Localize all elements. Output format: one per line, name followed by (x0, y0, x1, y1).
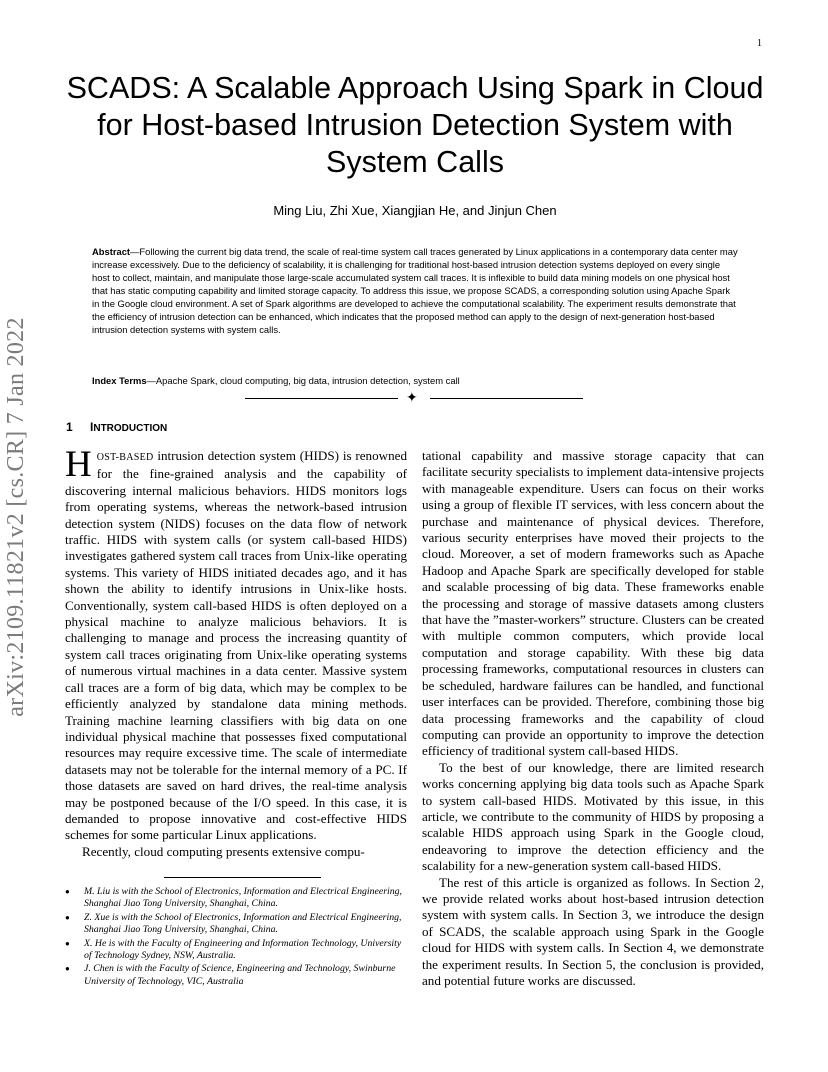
footnote-item (65, 912, 407, 937)
abstract-label: Abstract (92, 246, 131, 257)
author-list: Ming Liu, Zhi Xue, Xiangjian He, and Jinjun Chen (273, 203, 557, 218)
footnote-rule (164, 877, 321, 878)
left-column (65, 444, 407, 860)
footnote-item (65, 886, 407, 911)
abstract-text: —Following the current big data trend, the scale of real-time system call traces generated by Linux applications in a contemporary data center may increase excessively. Due to the deficiency of scalability, it is challenging for traditional host-based intrusion detection systems deployed on every single host to collect, maintain, and manipulate those large-scale accumulated system call traces. It is inflexible to build data mining models on one physical host that has static computing capability and limited storage capacity. To address this issue, we propose SCADS, a corresponding solution using Apache Spark in the Google cloud environment. A set of Spark algorithms are developed to achieve the computational scalability. The experiment results demonstrate that the efficiency of intrusion detection can be enhanced, which indicates that the proposed method can apply to the design of next-generation host-based intrusion detection systems with system calls. (92, 246, 738, 335)
separator-diamond-icon: ✦ (406, 390, 418, 406)
footnotes (65, 886, 407, 989)
bullet-icon: ● (65, 887, 70, 896)
footnote-item (65, 963, 407, 988)
right-column (422, 448, 764, 989)
footnote-text: M. Liu is with the School of Electronics, Information and Electrical Engineering, Shanghai Jiao Tong University, Shanghai, China. (84, 886, 402, 910)
index-terms-label: Index Terms (92, 375, 147, 386)
section-heading-introduction (66, 420, 167, 434)
bullet-icon: ● (65, 938, 70, 948)
footnote-text: J. Chen is with the Faculty of Science, Engineering and Technology, Swinburne University of Technology, VIC, Australia (84, 963, 396, 987)
paper-title: SCADS: A Scalable Approach Using Spark in Cloud for Host-based Intrusion Detection System with System Calls (66, 71, 764, 179)
section-title-initial: I (90, 420, 94, 434)
footnote-text: X. He is with the Faculty of Engineering and Information Technology, University of Technology Sydney, NSW, Australia. (84, 937, 402, 962)
section-number: 1 (66, 420, 73, 434)
paragraph-4: The rest of this article is organized as follows. In Section 2, we provide related works about host-based intrusion detection system with system calls. In Section 3, we introduce the design of SCADS, the scalable approach using Spark in the Google cloud for HIDS with system calls. In Section 4, we demonstrate the experiment results. In Section 5, the conclusion is provided, and potential future works are discussed. (422, 874, 764, 988)
paragraph-1 (65, 444, 407, 844)
page-number: 1 (757, 38, 762, 49)
footnote-item (65, 938, 407, 963)
paragraph-1-text: intrusion detection system (HIDS) is renowned for the fine-grained analysis and the capability of discovering internal malicious behaviors. HIDS monitors logs from operating systems, whereas the network-based intrusion detection system (NIDS) focuses on the data flow of network traffic. HIDS with system calls (or system call-based HIDS) investigates gathered system call traces from Unix-like operating systems. This variety of HIDS initiated decades ago, and it has shown the ability to identify intrusions in Unix-like hosts. Conventionally, system call-based HIDS is often deployed on a physical machine to analyze malicious behaviors. It is challenging to manage and process the increasing quantity of system call traces originating from Unix-like operating systems of numerous virtual machines in a data center. Massive system call traces are a form of big data, which may be complex to be efficiently analyzed by standalone data mining methods. Training machine learning classifiers with big data on one individual physical machine that possesses fixed computational resources may require excessive time. The scale of intermediate datasets may not be tolerable for the internal memory of a PC. If those datasets are saved on hard drives, the real-time analysis may be postponed because of the I/O speed. In this case, it is demanded to propose innovative and cost-effective HIDS schemes for some particular Linux applications. (65, 448, 407, 843)
paragraph-1-smallcaps: OST-BASED (96, 452, 154, 463)
section-title-rest: NTRODUCTION (93, 423, 168, 434)
separator-rule-left (245, 398, 398, 399)
bullet-icon: ● (65, 912, 70, 922)
drop-cap: H (65, 444, 92, 485)
paragraph-2-start: Recently, cloud computing presents extensive compu- (82, 843, 365, 859)
index-terms-text: —Apache Spark, cloud computing, big data, intrusion detection, system call (146, 375, 460, 386)
abstract (92, 245, 738, 336)
paragraph-2-continued: tational capability and massive storage capacity that can facilitate security specialists to implement data-intensive projects with manageable expenditure. Users can focus on their works using a group of flexible IT services, with less concern about the purchase and maintenance of physical devices. Therefore, various security enterprises have moved their projects to the cloud. Moreover, a set of modern frameworks such as Apache Hadoop and Apache Spark are specifically developed for stable and scalable processing of big data. These frameworks enable the processing and storage of massive datasets among clusters that have the ”master-workers” structure. Clusters can be created with multiple common computers, which provide local computation and storage capability. With these big data processing frameworks, computational resources in clusters can be scheduled, hardware failures can be handled, and functional user interfaces can be provided. Therefore, combining those big data processing frameworks and the capability of cloud computing can provide an opportunity to improve the detection efficiency of traditional system call-based HIDS. (422, 448, 764, 759)
arxiv-identifier: arXiv:2109.11821v2 [cs.CR] 7 Jan 2022 (3, 317, 29, 717)
bullet-icon: ● (65, 964, 70, 974)
paragraph-3: To the best of our knowledge, there are limited research works concerning applying big data tools such as Apache Spark to system call-based HIDS. Motivated by this issue, in this article, we contribute to the community of HIDS by proposing a scalable HIDS approach using Spark in the Google cloud, endeavoring to improve the detection efficiency and the scalability for a new-generation system call-based HIDS. (422, 759, 764, 874)
separator-rule-right (430, 398, 583, 399)
index-terms (92, 374, 738, 387)
footnote-text: Z. Xue is with the School of Electronics, Information and Electrical Engineering, Shanghai Jiao Tong University, Shanghai, China. (84, 911, 402, 936)
